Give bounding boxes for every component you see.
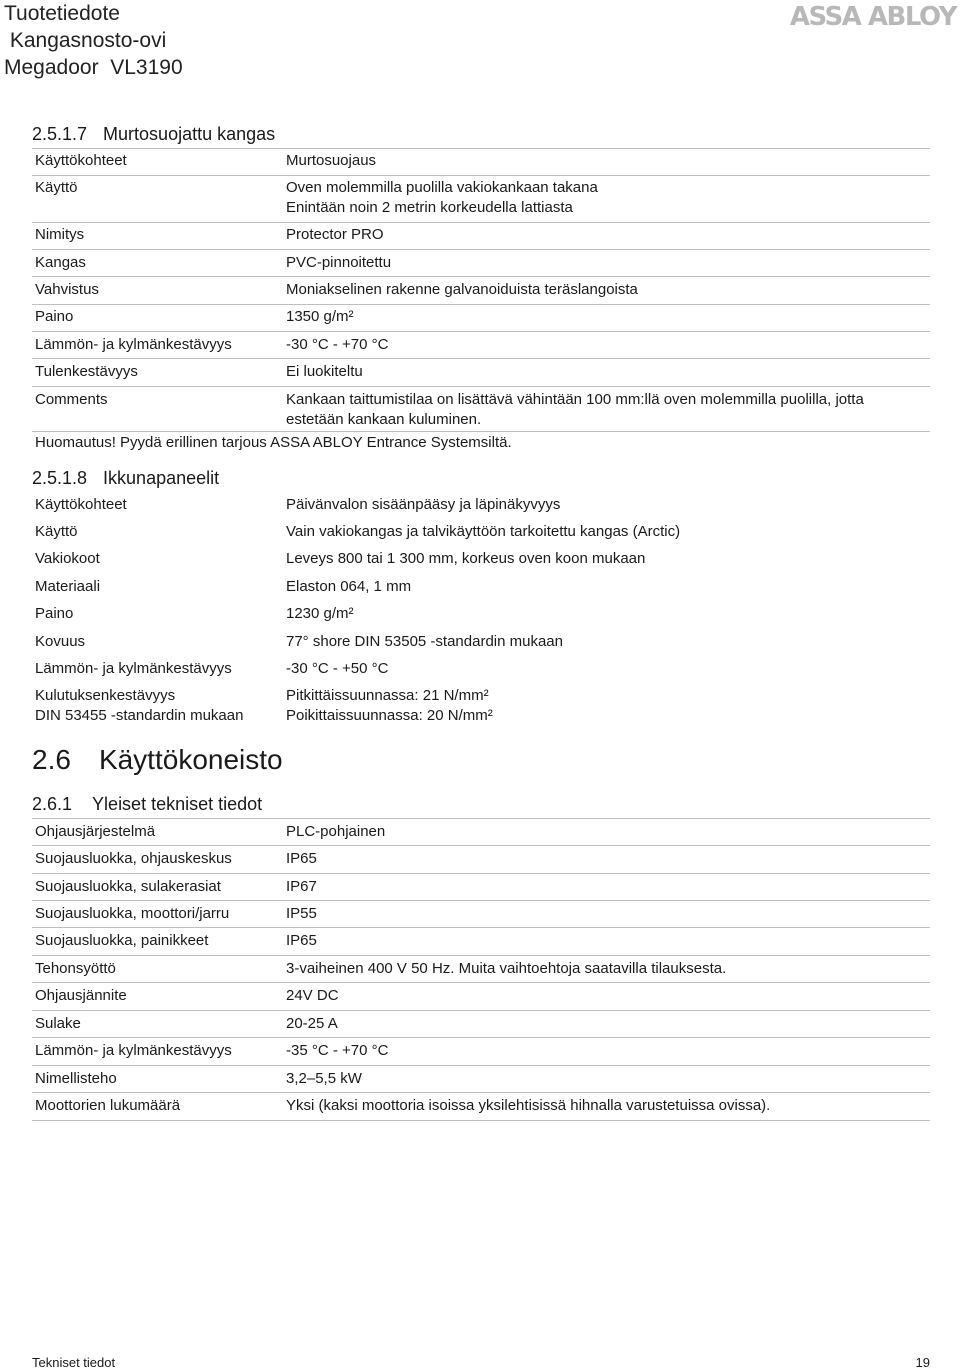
divider [32,1092,930,1093]
row-value: Leveys 800 tai 1 300 mm, korkeus oven koon mukaan [286,550,646,567]
row-value: IP65 [286,850,317,867]
divider [32,331,930,332]
divider [32,175,930,176]
section-title: Ikkunapaneelit [103,468,220,488]
row-label: Ohjausjännite [35,987,127,1004]
row-label: Suojausluokka, sulakerasiat [35,878,221,895]
row-value: -35 °C - +70 °C [286,1042,389,1059]
row-label: Materiaali [35,578,101,595]
document-title [4,0,183,81]
section-number: 2.6.1 [32,794,73,814]
row-label: Ohjausjärjestelmä [35,823,156,840]
row-value: Elaston 064, 1 mm [286,578,412,595]
divider [32,873,930,874]
row-label: Sulake [35,1015,81,1032]
row-value: IP55 [286,905,317,922]
divider [32,386,930,387]
divider [32,818,930,819]
row-value: Kankaan taittumistilaa on lisättävä vähintään 100 mm:llä oven molemmilla puolilla, jotta [286,391,864,408]
row-value: 1350 g/m² [286,308,354,325]
divider [32,358,930,359]
divider [32,1037,930,1038]
divider [32,148,930,149]
row-value: 3,2–5,5 kW [286,1070,362,1087]
divider [32,431,930,432]
row-value: Murtosuojaus [286,152,377,169]
row-label: Paino [35,605,74,622]
section-number: 2.5.1.8 [32,468,88,488]
divider [32,982,930,983]
row-label: Suojausluokka, painikkeet [35,932,209,949]
row-label: Suojausluokka, moottori/jarru [35,905,230,922]
row-value: Oven molemmilla puolilla vakiokankaan takana [286,179,598,196]
section-title: Murtosuojattu kangas [103,124,276,144]
note-text: Huomautus! Pyydä erillinen tarjous ASSA ABLOY Entrance Systemsiltä. [35,434,512,451]
row-label: Kulutuksenkestävyys [35,687,176,704]
section-heading-murtosuojattu [32,123,275,145]
row-label: Lämmön- ja kylmänkestävyys [35,1042,232,1059]
row-label: Käyttökohteet [35,152,127,169]
row-label: Lämmön- ja kylmänkestävyys [35,336,232,353]
row-label: Käyttö [35,179,78,196]
divider [32,927,930,928]
row-label: Vahvistus [35,281,99,298]
row-label: Nimellisteho [35,1070,117,1087]
assa-abloy-logo: ASSA ABLOY [789,2,956,32]
row-value-line2: Poikittaissuunnassa: 20 N/mm² [286,707,493,724]
chapter-number: 2.6 [32,744,71,775]
section-title: Yleiset tekniset tiedot [92,794,263,814]
row-label: Tehonsyöttö [35,960,116,977]
page-number: 19 [915,1355,930,1370]
divider [32,1010,930,1011]
row-value: PVC-pinnoitettu [286,254,392,271]
row-label: Lämmön- ja kylmänkestävyys [35,660,232,677]
title-line-3: Megadoor VL3190 [4,56,183,79]
section-heading-yleiset [32,793,262,815]
row-value-line2: estetään kankaan kuluminen. [286,411,482,428]
row-label: Nimitys [35,226,85,243]
section-number: 2.5.1.7 [32,124,88,144]
row-value: 24V DC [286,987,339,1004]
divider [32,276,930,277]
row-value: 3-vaiheinen 400 V 50 Hz. Muita vaihtoehtoja saatavilla tilauksesta. [286,960,727,977]
section-heading-ikkunapaneelit [32,467,219,489]
row-label: Kangas [35,254,86,271]
divider [32,955,930,956]
title-line-1: Tuotetiedote [4,2,120,25]
divider [32,222,930,223]
row-label: Käyttö [35,523,78,540]
row-value: 20-25 A [286,1015,338,1032]
row-label: Comments [35,391,108,408]
row-label: Käyttökohteet [35,496,127,513]
row-value: 77° shore DIN 53505 -standardin mukaan [286,633,563,650]
row-value: -30 °C - +70 °C [286,336,389,353]
chapter-title: Käyttökoneisto [98,744,283,775]
row-value: Ei luokiteltu [286,363,363,380]
row-value: IP67 [286,878,317,895]
row-label: Paino [35,308,74,325]
row-label: Suojausluokka, ohjauskeskus [35,850,232,867]
row-value: Yksi (kaksi moottoria isoissa yksilehtisissä hihnalla varustetuissa ovissa). [286,1097,771,1114]
divider [32,304,930,305]
row-label-line2: DIN 53455 -standardin mukaan [35,707,244,724]
row-value: -30 °C - +50 °C [286,660,389,677]
divider [32,249,930,250]
divider [32,845,930,846]
row-label: Moottorien lukumäärä [35,1097,181,1114]
row-label: Vakiokoot [35,550,100,567]
title-line-2: Kangasnosto-ovi [4,29,167,52]
chapter-heading-kayttokoneisto [32,743,283,777]
row-value: Vain vakiokangas ja talvikäyttöön tarkoitettu kangas (Arctic) [286,523,681,540]
footer-section-name: Tekniset tiedot [32,1355,116,1370]
divider [32,1120,930,1121]
row-label: Tulenkestävyys [35,363,138,380]
row-value: PLC-pohjainen [286,823,386,840]
row-value: Pitkittäissuunnassa: 21 N/mm² [286,687,489,704]
row-value: IP65 [286,932,317,949]
row-value: 1230 g/m² [286,605,354,622]
divider [32,900,930,901]
row-label: Kovuus [35,633,86,650]
row-value: Protector PRO [286,226,384,243]
row-value: Moniakselinen rakenne galvanoiduista teräslangoista [286,281,638,298]
divider [32,1065,930,1066]
row-value: Päivänvalon sisäänpääsy ja läpinäkyvyys [286,496,561,513]
row-value-line2: Enintään noin 2 metrin korkeudella lattiasta [286,199,573,216]
